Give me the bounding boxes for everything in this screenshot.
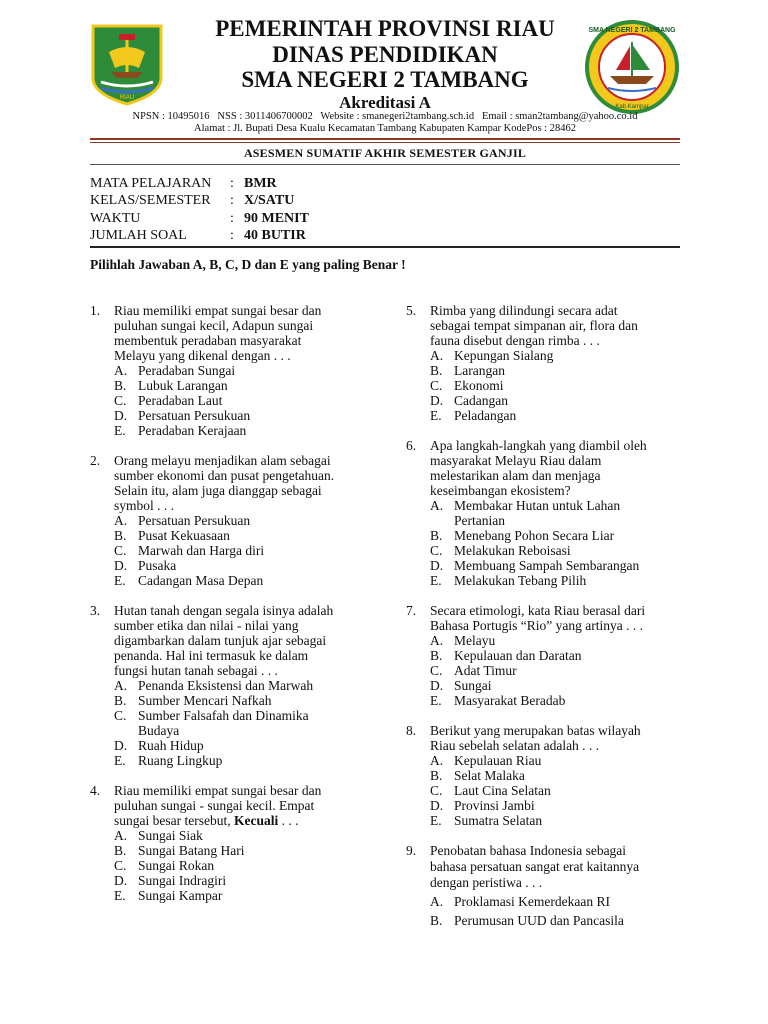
address-line: Alamat : Jl. Bupati Desa Kualu Kecamatan Tambang Kabupaten Kampar KodePos : 28462 — [194, 123, 576, 134]
question-text-line: dengan peristiwa . . . — [430, 875, 543, 890]
question-item — [406, 438, 696, 588]
question-text-line: membentuk peradaban masyarakat — [114, 333, 302, 348]
question-text-line: digambarkan dalam tunjuk ajar sebagai — [114, 633, 327, 648]
question-item — [90, 783, 380, 903]
option-letter: E. — [430, 408, 442, 423]
header-rule-thin — [90, 142, 680, 143]
question-number: 8. — [406, 723, 417, 738]
option-letter: C. — [430, 378, 443, 393]
option-letter: E. — [114, 423, 126, 438]
government-title: PEMERINTAH PROVINSI RIAU — [215, 16, 555, 41]
title-rule — [90, 164, 680, 165]
info-row-count — [90, 227, 490, 244]
option-text: Pusaka — [138, 558, 177, 573]
right-logo-text-top: SMA NEGERI 2 TAMBANG — [588, 27, 676, 34]
option-letter: C. — [114, 708, 127, 723]
answer-option — [430, 913, 696, 928]
school-name: SMA NEGERI 2 TAMBANG — [241, 67, 529, 92]
question-item — [406, 723, 696, 828]
left-logo-text: RIAU — [119, 95, 135, 101]
answer-option — [114, 843, 380, 858]
question-text-line: fungsi hutan tanah sebagai . . . — [114, 663, 278, 678]
option-text: Sumber Mencari Nafkah — [138, 693, 272, 708]
question-number: 9. — [406, 843, 417, 858]
option-letter: B. — [114, 693, 127, 708]
info-label: WAKTU — [90, 211, 141, 226]
question-text-line: Melayu yang dikenal dengan . . . — [114, 348, 291, 363]
option-letter: A. — [430, 498, 444, 513]
option-letter: A. — [114, 513, 128, 528]
option-letter: C. — [114, 393, 127, 408]
option-text: Persatuan Persukuan — [138, 408, 251, 423]
option-text: Membakar Hutan untuk Lahan — [454, 498, 621, 513]
option-text: Melayu — [454, 633, 496, 648]
question-text-line: sumber etika dan nilai - nilai yang — [114, 618, 299, 633]
answer-option — [430, 678, 696, 693]
option-text: Kepungan Sialang — [454, 348, 554, 363]
question-item — [406, 303, 696, 423]
question-text-line: puluhan sungai kecil, Adapun sungai — [114, 318, 314, 333]
option-text: Proklamasi Kemerdekaan RI — [454, 894, 610, 909]
questions-column-left — [90, 303, 380, 903]
answer-option — [430, 768, 696, 783]
answer-option — [114, 528, 380, 543]
info-value: 40 BUTIR — [244, 228, 306, 243]
info-colon: : — [230, 193, 234, 208]
question-text-line: Riau memiliki empat sungai besar dan — [114, 303, 322, 318]
option-letter: A. — [114, 363, 128, 378]
option-letter: D. — [114, 738, 128, 753]
option-text: Sungai Rokan — [138, 858, 215, 873]
question-item — [90, 303, 380, 438]
option-text: Perumusan UUD dan Pancasila — [454, 913, 624, 928]
question-text-line: sumber ekonomi dan pusat pengetahuan. — [114, 468, 335, 483]
info-label: JUMLAH SOAL — [90, 228, 187, 243]
question-text-line: Riau sebelah selatan adalah . . . — [430, 738, 600, 753]
answer-option — [114, 363, 380, 378]
question-text-segment: sungai besar tersebut, — [114, 813, 234, 828]
option-text: Adat Timur — [454, 663, 517, 678]
option-text: Lubuk Larangan — [138, 378, 228, 393]
option-text: Sungai Indragiri — [138, 873, 227, 888]
question-text-line: Selain itu, alam juga dianggap sebagai — [114, 483, 322, 498]
answer-option — [114, 573, 380, 588]
question-text-line: keseimbangan ekosistem? — [430, 483, 571, 498]
right-logo-text-bottom: Kab.Kampar — [615, 104, 649, 110]
question-item — [90, 603, 380, 768]
answer-option — [430, 894, 696, 909]
option-letter: B. — [430, 648, 443, 663]
option-letter: B. — [430, 528, 443, 543]
contact-line: NPSN : 10495016 NSS : 3011406700002 Website : smanegeri2tambang.sch.id Email : sman2tambang@yahoo.co.id — [132, 111, 638, 122]
option-text: Marwah dan Harga diri — [138, 543, 265, 558]
option-letter: B. — [114, 528, 127, 543]
question-text-line: Penobatan bahasa Indonesia sebagai — [430, 843, 627, 858]
question-number: 3. — [90, 603, 101, 618]
answer-option — [430, 798, 696, 813]
answer-option — [114, 378, 380, 393]
option-letter: D. — [430, 393, 444, 408]
option-letter: B. — [114, 378, 127, 393]
answer-option — [114, 678, 380, 693]
question-number: 1. — [90, 303, 101, 318]
option-letter: B. — [430, 363, 443, 378]
riau-province-logo — [89, 22, 165, 106]
answer-option — [114, 408, 380, 423]
info-row-class — [90, 192, 490, 209]
option-text: Menebang Pohon Secara Liar — [454, 528, 615, 543]
answer-option — [430, 633, 696, 648]
question-number: 2. — [90, 453, 101, 468]
option-text: Peradaban Kerajaan — [138, 423, 247, 438]
accreditation-label: Akreditasi A — [339, 93, 431, 112]
answer-option — [430, 648, 696, 663]
answer-option — [430, 663, 696, 678]
question-text-line: Bahasa Portugis “Rio” yang artinya . . . — [430, 618, 643, 633]
answer-option — [430, 573, 696, 588]
option-letter: A. — [430, 753, 444, 768]
info-row-time — [90, 210, 490, 227]
option-letter: A. — [430, 348, 444, 363]
option-text: Provinsi Jambi — [454, 798, 535, 813]
answer-option — [114, 738, 380, 753]
info-row-subject — [90, 175, 490, 192]
option-letter: D. — [114, 558, 128, 573]
question-item — [406, 843, 696, 928]
question-text-line: Rimba yang dilindungi secara adat — [430, 303, 618, 318]
question-text-segment: . . . — [278, 813, 299, 828]
answer-option — [430, 558, 696, 573]
option-letter: A. — [114, 678, 128, 693]
question-text-line: Riau memiliki empat sungai besar dan — [114, 783, 322, 798]
option-letter: A. — [114, 828, 128, 843]
option-text: Ruah Hidup — [138, 738, 204, 753]
option-letter: E. — [430, 813, 442, 828]
question-text-line: bahasa persatuan sangat erat kaitannya — [430, 859, 640, 874]
question-item — [406, 603, 696, 708]
questions-column-right — [406, 303, 696, 928]
info-value: BMR — [244, 176, 277, 191]
option-text: Melakukan Reboisasi — [454, 543, 571, 558]
answer-option — [114, 513, 380, 528]
option-text: Sungai Batang Hari — [138, 843, 245, 858]
info-value: X/SATU — [244, 193, 295, 208]
info-colon: : — [230, 211, 234, 226]
option-text: Melakukan Tebang Pilih — [454, 573, 587, 588]
question-text-line: Hutan tanah dengan segala isinya adalah — [114, 603, 334, 618]
option-text: Budaya — [138, 723, 180, 738]
option-letter: D. — [430, 558, 444, 573]
option-text: Membuang Sampah Sembarangan — [454, 558, 640, 573]
answer-option — [114, 858, 380, 873]
option-text: Cadangan Masa Depan — [138, 573, 264, 588]
question-number: 4. — [90, 783, 101, 798]
answer-option — [114, 708, 380, 738]
question-text-line: puluhan sungai - sungai kecil. Empat — [114, 798, 315, 813]
option-text: Cadangan — [454, 393, 508, 408]
answer-option — [114, 558, 380, 573]
option-text: Sungai — [454, 678, 492, 693]
question-number: 6. — [406, 438, 417, 453]
question-text-line: penanda. Hal ini termasuk ke dalam — [114, 648, 309, 663]
answer-option — [430, 528, 696, 543]
answer-option — [430, 408, 696, 423]
question-text-line: masyarakat Melayu Riau dalam — [430, 453, 602, 468]
option-text: Peradaban Laut — [138, 393, 223, 408]
option-text: Sumber Falsafah dan Dinamika — [138, 708, 309, 723]
option-text: Kepulauan Riau — [454, 753, 542, 768]
question-number: 5. — [406, 303, 417, 318]
question-text-line — [114, 813, 380, 828]
answer-option — [114, 753, 380, 768]
answer-option — [430, 348, 696, 363]
option-text: Masyarakat Beradab — [454, 693, 566, 708]
option-text: Ekonomi — [454, 378, 504, 393]
question-item — [90, 453, 380, 588]
answer-option — [430, 543, 696, 558]
question-text-line: sebagai tempat simpanan air, flora dan — [430, 318, 638, 333]
option-letter: C. — [114, 858, 127, 873]
info-rule — [90, 246, 680, 248]
option-letter: D. — [114, 408, 128, 423]
answer-option — [114, 543, 380, 558]
info-label: MATA PELAJARAN — [90, 176, 212, 191]
info-colon: : — [230, 228, 234, 243]
option-letter: B. — [114, 843, 127, 858]
option-text: Selat Malaka — [454, 768, 525, 783]
option-text: Sungai Siak — [138, 828, 203, 843]
option-letter: E. — [430, 693, 442, 708]
answer-option — [430, 693, 696, 708]
option-text: Sungai Kampar — [138, 888, 223, 903]
answer-option — [430, 753, 696, 768]
answer-option — [114, 423, 380, 438]
option-letter: E. — [114, 888, 126, 903]
option-letter: D. — [430, 678, 444, 693]
option-letter: B. — [430, 768, 443, 783]
option-text: Ruang Lingkup — [138, 753, 223, 768]
exam-title: ASESMEN SUMATIF AKHIR SEMESTER GANJIL — [243, 146, 527, 160]
option-text: Laut Cina Selatan — [454, 783, 551, 798]
option-text: Peradaban Sungai — [138, 363, 236, 378]
header-rule-thick — [90, 138, 680, 140]
option-text: Larangan — [454, 363, 505, 378]
answer-option — [114, 393, 380, 408]
instruction-text: Pilihlah Jawaban A, B, C, D dan E yang paling Benar ! — [90, 257, 406, 272]
question-text-line: Secara etimologi, kata Riau berasal dari — [430, 603, 646, 618]
answer-option — [430, 393, 696, 408]
option-letter: B. — [430, 913, 443, 928]
option-text: Peladangan — [454, 408, 517, 423]
question-text-line: Apa langkah-langkah yang diambil oleh — [430, 438, 647, 453]
option-text: Penanda Eksistensi dan Marwah — [138, 678, 314, 693]
option-letter: D. — [114, 873, 128, 888]
question-text-line: symbol . . . — [114, 498, 175, 513]
info-label: KELAS/SEMESTER — [90, 193, 211, 208]
answer-option — [430, 498, 696, 528]
option-text: Pusat Kekuasaan — [138, 528, 230, 543]
answer-option — [114, 873, 380, 888]
question-emphasis: Kecuali — [233, 813, 279, 828]
question-text-line: melestarikan alam dan menjaga — [430, 468, 601, 483]
info-colon: : — [230, 176, 234, 191]
option-letter: C. — [430, 783, 443, 798]
option-letter: E. — [114, 753, 126, 768]
info-value: 90 MENIT — [244, 211, 309, 226]
option-letter: C. — [430, 663, 443, 678]
option-text: Kepulauan dan Daratan — [454, 648, 582, 663]
option-letter: A. — [430, 894, 444, 909]
answer-option — [114, 888, 380, 903]
answer-option — [114, 693, 380, 708]
answer-option — [114, 828, 380, 843]
question-number: 7. — [406, 603, 417, 618]
option-letter: A. — [430, 633, 444, 648]
option-letter: E. — [430, 573, 442, 588]
answer-option — [430, 378, 696, 393]
option-text: Pertanian — [454, 513, 505, 528]
option-letter: D. — [430, 798, 444, 813]
option-letter: E. — [114, 573, 126, 588]
option-text: Persatuan Persukuan — [138, 513, 251, 528]
department-title: DINAS PENDIDIKAN — [272, 42, 498, 67]
option-letter: C. — [114, 543, 127, 558]
answer-option — [430, 783, 696, 798]
answer-option — [430, 813, 696, 828]
question-text-line: Berikut yang merupakan batas wilayah — [430, 723, 641, 738]
question-text-line: fauna disebut dengan rimba . . . — [430, 333, 600, 348]
option-text: Sumatra Selatan — [454, 813, 543, 828]
option-letter: C. — [430, 543, 443, 558]
question-text-line: Orang melayu menjadikan alam sebagai — [114, 453, 331, 468]
answer-option — [430, 363, 696, 378]
